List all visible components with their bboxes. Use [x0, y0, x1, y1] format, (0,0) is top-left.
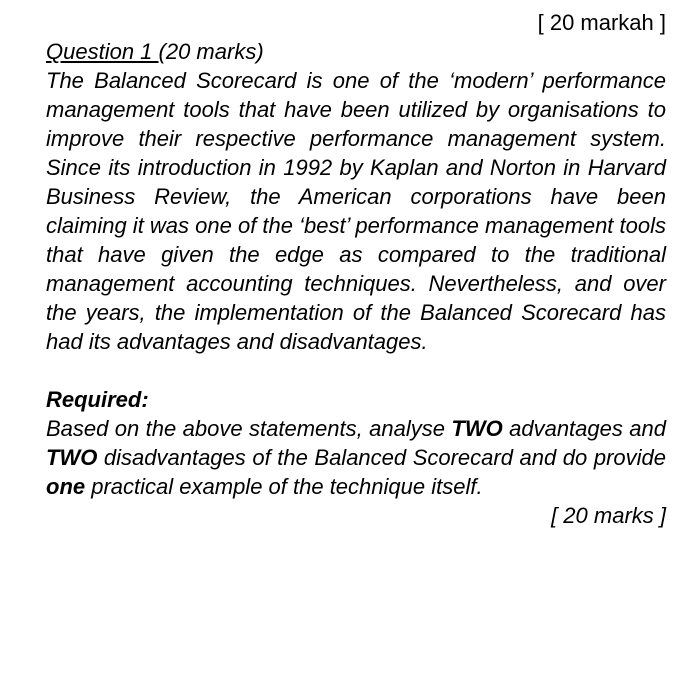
required-bold-2: TWO: [46, 445, 98, 470]
question-title: [46, 37, 666, 66]
question-paragraph: The Balanced Scorecard is one of the ‘modern’ performance management tools that have been utilized by organisations to improve their respective performance management system. Since its introduction in 1992 by Kaplan and Norton in Harvard Business Review, the American corporations have been claiming it was one of the ‘best’ performance management tools that have given the edge as compared to the traditional management accounting techniques. Nevertheless, and over the years, the implementation of the Balanced Scorecard has had its advantages and disadvantages.: [46, 68, 666, 354]
required-text-4: practical example of the technique itself.: [85, 474, 483, 499]
question-page: [46, 8, 666, 530]
spacer: [46, 356, 666, 385]
marks-footer: [ 20 marks ]: [551, 503, 666, 528]
required-heading: Required:: [46, 387, 149, 412]
required-bold-3: one: [46, 474, 86, 499]
required-text-3: disadvantages of the Balanced Scorecard and do provide: [97, 445, 666, 470]
question-marks: (20 marks): [158, 39, 264, 64]
question-number: Question 1: [46, 39, 159, 64]
marks-header: [ 20 markah ]: [537, 10, 666, 35]
required-text-1: Based on the above statements, analyse: [46, 416, 452, 441]
required-bold-1: TWO: [451, 416, 503, 441]
required-paragraph: [46, 414, 666, 501]
required-text-2: advantages and: [502, 416, 666, 441]
